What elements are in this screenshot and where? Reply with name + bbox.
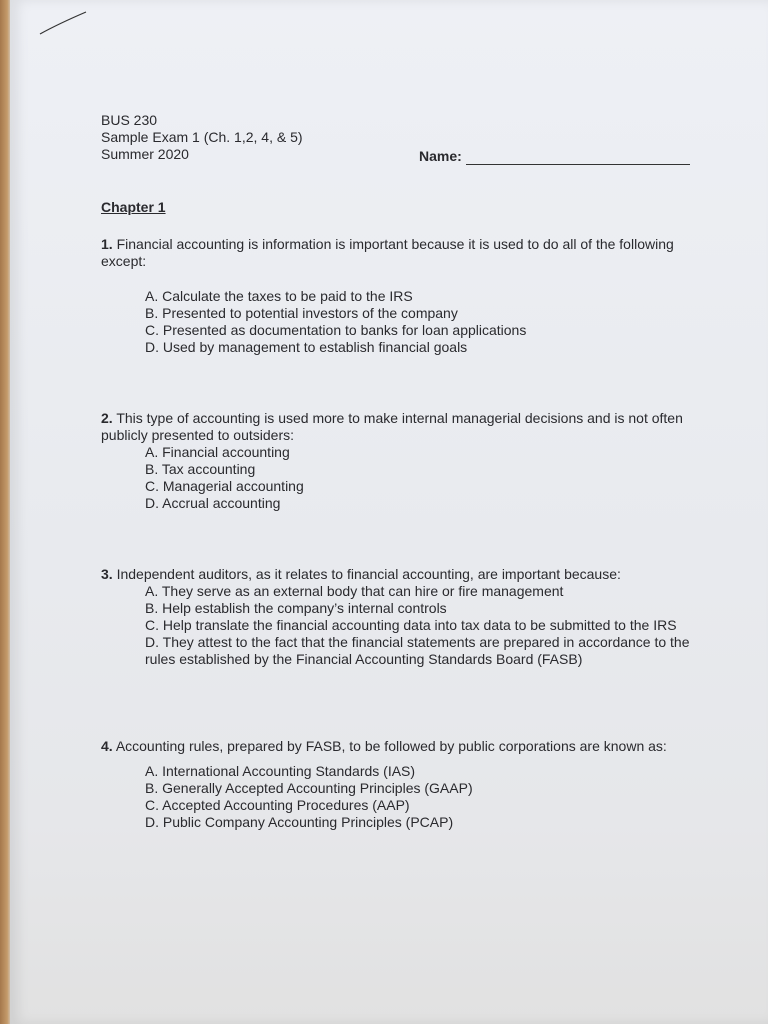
question-3-option-d: D. They attest to the fact that the financial statements are prepared in accordance to the rules established by the Financial Accounting Standards Board (FASB) (145, 634, 690, 667)
question-4-option-b: B. Generally Accepted Accounting Principles (GAAP) (145, 780, 473, 796)
question-4 (101, 738, 691, 831)
question-3-option-c: C. Help translate the financial accounting data into tax data to be submitted to the IRS (145, 617, 677, 633)
pen-mark (38, 6, 90, 38)
name-label: Name: (419, 148, 462, 164)
question-1-option-b: B. Presented to potential investors of the company (145, 305, 458, 321)
question-4-prompt (101, 738, 691, 755)
question-4-text: Accounting rules, prepared by FASB, to be followed by public corporations are known as: (115, 738, 667, 754)
question-3-number: 3. (101, 566, 113, 582)
course-code: BUS 230 (101, 112, 158, 128)
question-1-option-c: C. Presented as documentation to banks for loan applications (145, 322, 527, 338)
question-3-text: Independent auditors, as it relates to financial accounting, are important because: (116, 566, 621, 582)
question-1-option-a: A. Calculate the taxes to be paid to the IRS (145, 288, 413, 304)
question-2-text: This type of accounting is used more to make internal managerial decisions and is not often publicly presented to outsiders: (101, 410, 683, 443)
question-2-number: 2. (101, 410, 113, 426)
question-2-option-b: B. Tax accounting (145, 461, 256, 477)
question-1-prompt (101, 236, 691, 270)
question-1-option-d: D. Used by management to establish financial goals (145, 339, 468, 355)
question-3-option-b: B. Help establish the company’s internal controls (145, 600, 447, 616)
question-3-option-a: A. They serve as an external body that can hire or fire management (145, 583, 564, 599)
question-1-text: Financial accounting is information is important because it is used to do all of the following except: (101, 236, 674, 269)
exam-term: Summer 2020 (101, 146, 189, 162)
question-1 (101, 236, 691, 356)
question-2 (101, 410, 691, 512)
question-2-option-a: A. Financial accounting (145, 444, 290, 460)
question-4-number: 4. (101, 738, 113, 754)
chapter-heading: Chapter 1 (101, 199, 166, 215)
question-4-option-d: D. Public Company Accounting Principles (PCAP) (145, 814, 454, 830)
question-4-option-a: A. International Accounting Standards (IAS) (145, 763, 416, 779)
name-field-line[interactable] (466, 164, 690, 165)
question-1-number: 1. (101, 236, 113, 252)
question-2-option-c: C. Managerial accounting (145, 478, 304, 494)
question-3 (101, 566, 691, 668)
question-2-prompt (101, 410, 691, 444)
question-2-option-d: D. Accrual accounting (145, 495, 281, 511)
question-3-prompt (101, 566, 691, 583)
question-4-option-c: C. Accepted Accounting Procedures (AAP) (145, 797, 410, 813)
exam-title: Sample Exam 1 (Ch. 1,2, 4, & 5) (101, 129, 303, 145)
